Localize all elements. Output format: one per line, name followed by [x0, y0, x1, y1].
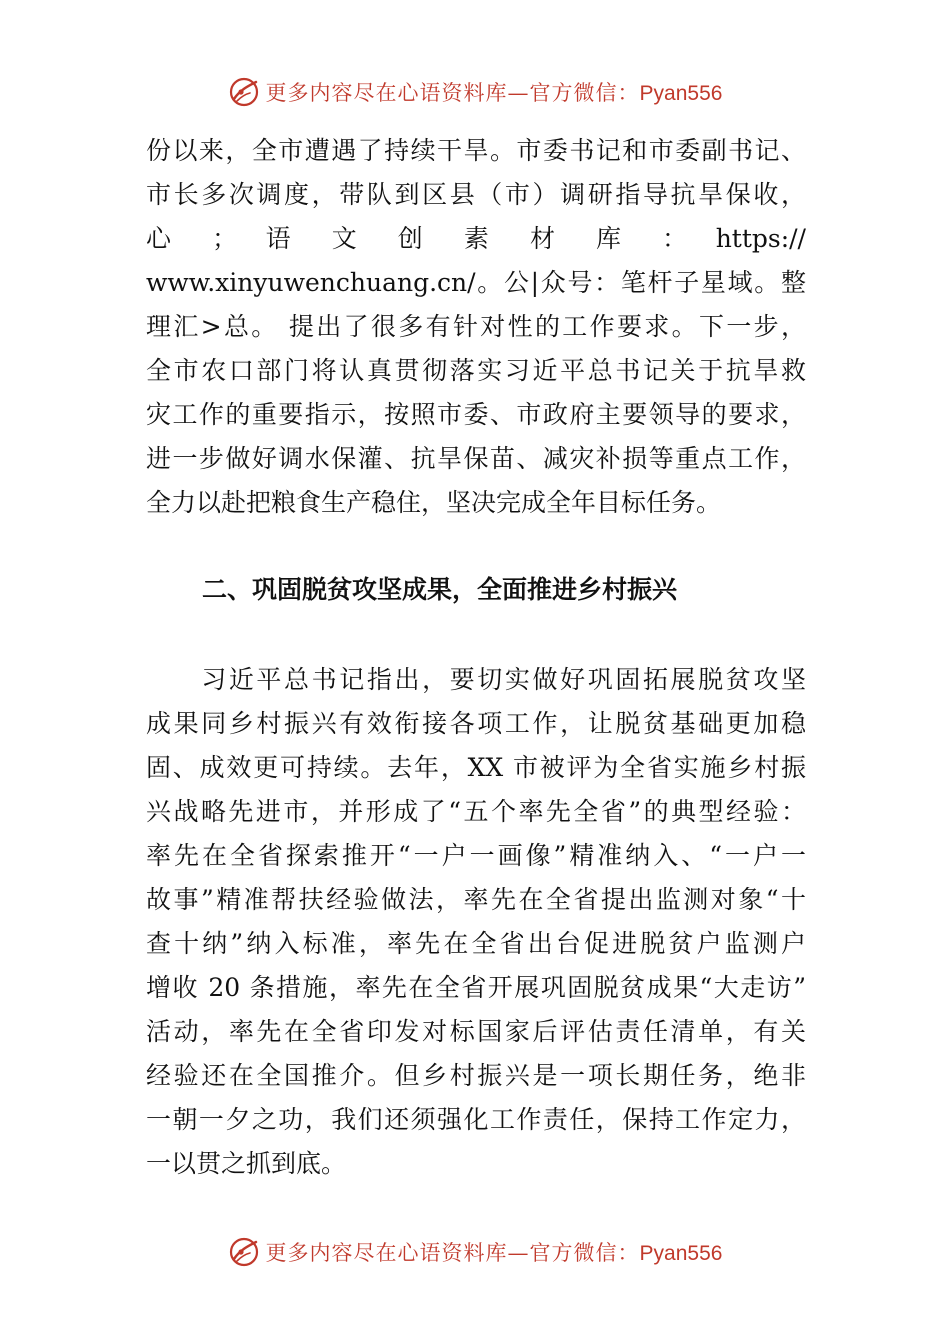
text-line: 灾工作的重要指示，按照市委、市政府主要领导的要求，: [146, 400, 806, 429]
text-line: 查十纳”纳入标准，率先在全省出台促进脱贫户监测户: [146, 929, 806, 958]
text-line: 理汇>总。 提出了很多有针对性的工作要求。下一步，: [146, 312, 806, 341]
text-line: 固、成效更可持续。去年，XX 市被评为全省实施乡村振: [146, 753, 806, 782]
text-line: 兴战略先进市，并形成了“五个率先全省”的典型经验：: [146, 797, 806, 826]
text-line: 故事”精准帮扶经验做法，率先在全省提出监测对象“十: [146, 885, 806, 914]
text-line: 增收 20 条措施，率先在全省开展巩固脱贫成果“大走访”: [146, 973, 806, 1002]
text-line: 率先在全省探索推开“一户一画像”精准纳入、“一户一: [146, 841, 806, 870]
section-heading: 二、巩固脱贫攻坚成果，全面推进乡村振兴: [202, 575, 678, 604]
header-watermark-banner: [0, 72, 950, 112]
text-line: 全市农口部门将认真贯彻落实习近平总书记关于抗旱救: [146, 356, 806, 385]
text-line: 一朝一夕之功，我们还须强化工作责任，保持工作定力，: [146, 1105, 806, 1134]
wechat-id: Pyan556: [639, 82, 723, 105]
text-line: 市长多次调度，带队到区县（市）调研指导抗旱保收，: [146, 180, 806, 209]
text-line: 一以贯之抓到底。: [146, 1149, 347, 1178]
header-watermark-text: [266, 77, 723, 107]
text-line: www.xinyuwenchuang.cn/。公|众号：笔杆子星域。整: [146, 268, 806, 297]
banner-label: 更多内容尽在心语资料库—官方微信：: [265, 1241, 640, 1265]
brush-logo-icon: [228, 76, 260, 108]
text-line: 活动，率先在全省印发对标国家后评估责任清单，有关: [146, 1017, 806, 1046]
text-line: 份以来，全市遭遇了持续干旱。市委书记和市委副书记、: [146, 136, 806, 165]
text-line: 习近平总书记指出，要切实做好巩固拓展脱贫攻坚: [146, 665, 806, 694]
wechat-id: Pyan556: [639, 1242, 723, 1265]
text-line: 经验还在全国推介。但乡村振兴是一项长期任务，绝非: [146, 1061, 806, 1090]
text-line: 进一步做好调水保灌、抗旱保苗、减灾补损等重点工作，: [146, 444, 806, 473]
brush-logo-icon: [228, 1236, 260, 1268]
footer-watermark-banner: [0, 1232, 950, 1272]
text-line: 成果同乡村振兴有效衔接各项工作，让脱贫基础更加稳: [146, 709, 806, 738]
text-line: 全力以赴把粮食生产稳住，坚决完成全年目标任务。: [146, 488, 722, 517]
text-line: 心 ； 语 文 创 素 材 库 ： https://: [146, 224, 806, 253]
banner-label: 更多内容尽在心语资料库—官方微信：: [265, 81, 640, 105]
footer-watermark-text: [266, 1237, 723, 1267]
